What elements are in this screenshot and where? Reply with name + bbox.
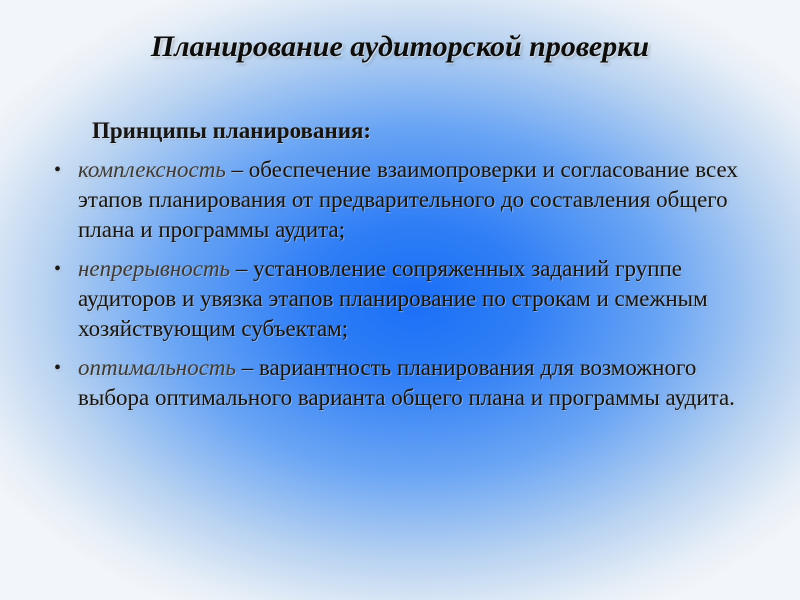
principles-list (52, 155, 767, 422)
description-continuity: – установление сопряженных заданий группе аудиторов и увязка этапов планирование по строкам и смежным хозяйствующим субъектам; (78, 256, 708, 341)
description-optimality: – вариантность планирования для возможного выбора оптимального варианта общего плана и программы аудита. (78, 355, 735, 410)
description-complexity: – обеспечение взаимопроверки и согласование всех этапов планирования от предварительного до составления общего плана и программы аудита; (78, 157, 738, 242)
bullet-icon: • (54, 159, 62, 181)
list-item-optimality (52, 353, 767, 413)
slide-title: Планирование аудиторской проверки (150, 30, 650, 63)
bullet-icon: • (54, 258, 62, 280)
list-item-continuity (52, 254, 767, 344)
term-continuity: непрерывность (78, 256, 231, 281)
term-optimality: оптимальность (78, 355, 236, 380)
bullet-icon: • (54, 357, 62, 379)
list-item-complexity (52, 155, 767, 245)
term-complexity: комплексность (78, 157, 226, 182)
principles-heading: Принципы планирования: (92, 118, 372, 143)
